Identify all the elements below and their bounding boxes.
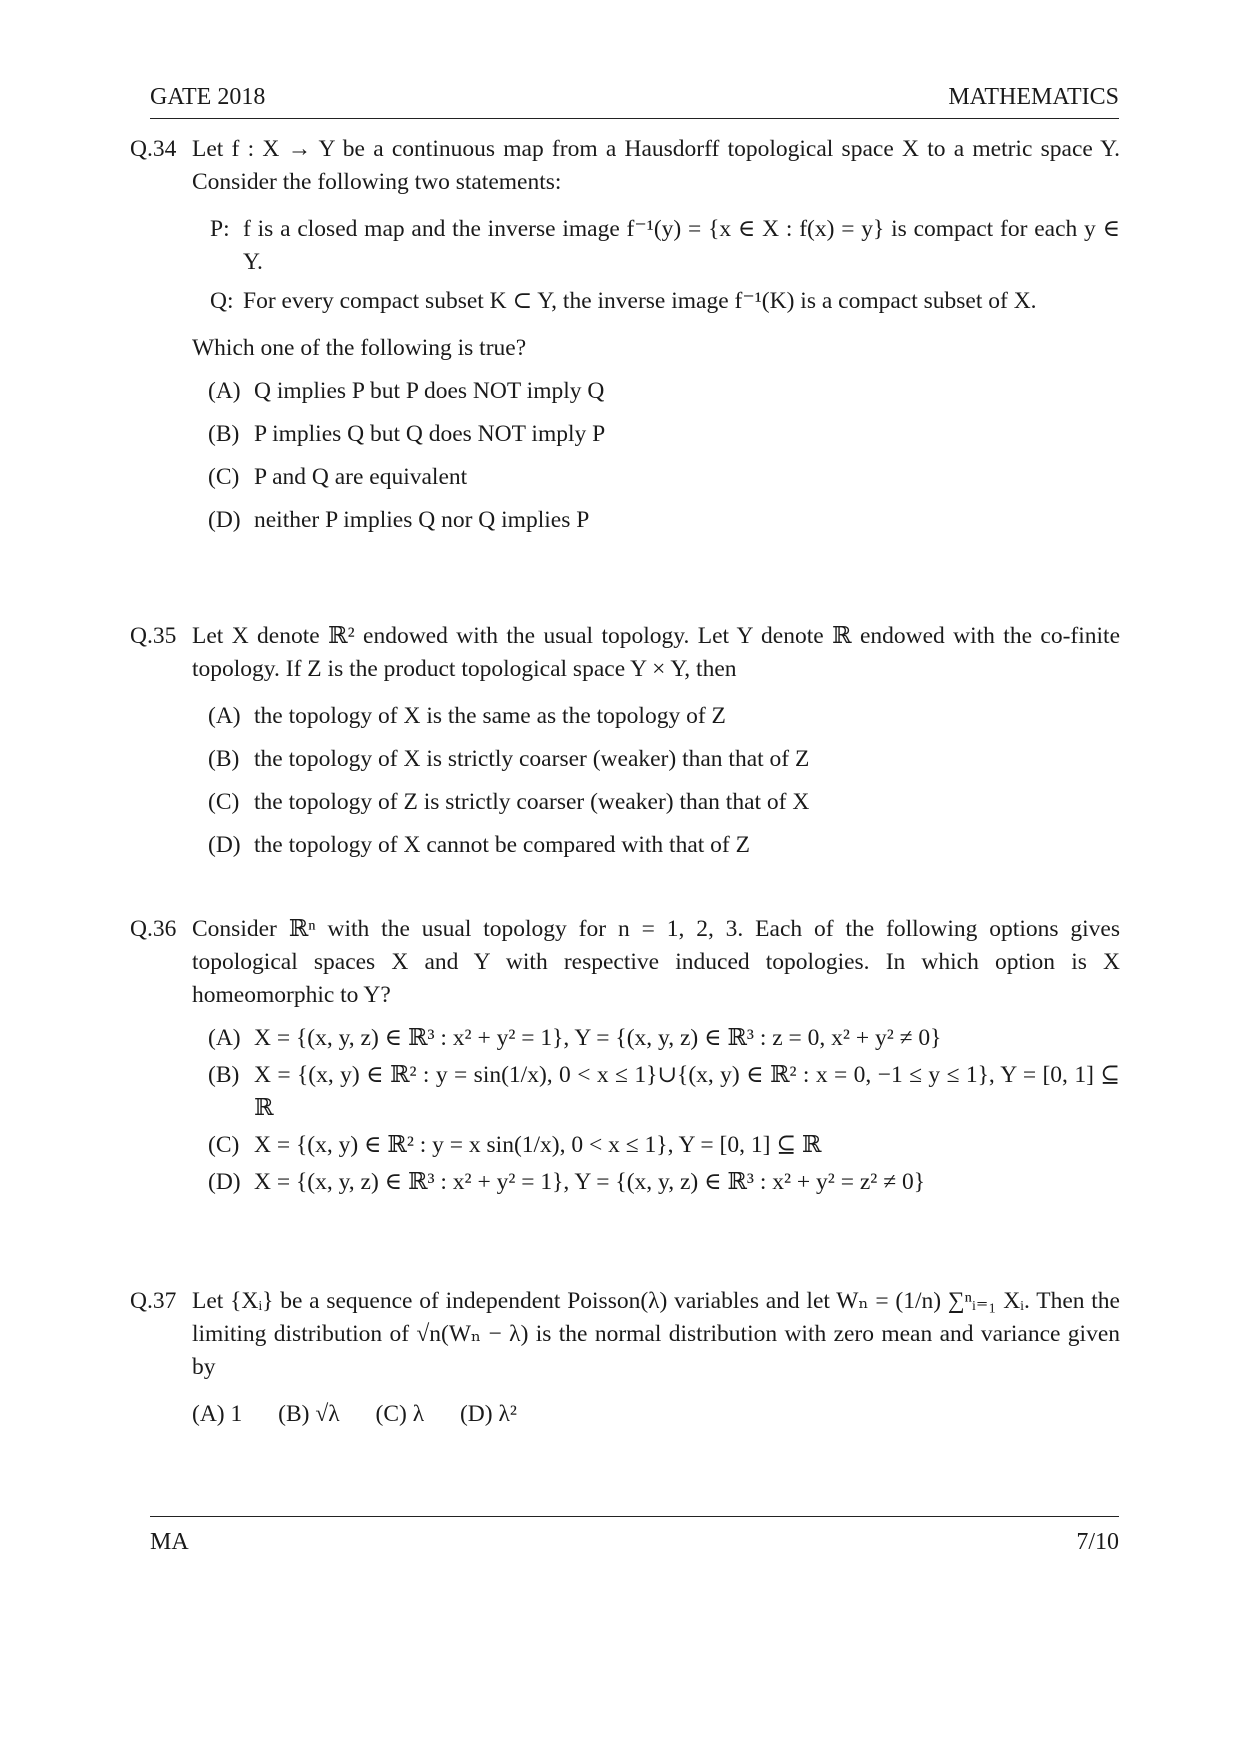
options-row — [192, 1398, 1120, 1431]
option-label: (D) — [208, 507, 241, 533]
question-number: Q.34 — [130, 136, 177, 162]
option-label: (C) — [208, 789, 240, 815]
header-subject: MATHEMATICS — [948, 84, 1119, 110]
option-text: λ² — [498, 1401, 517, 1427]
question-text: Consider ℝⁿ with the usual topology for n = 1, 2, 3. Each of the following options gives topological spaces X and Y with respective induced topologies. In which option is X homeomorphic to Y? — [192, 916, 1120, 1008]
header-exam-title: GATE 2018 — [150, 84, 266, 110]
option-label: (C) — [375, 1401, 407, 1427]
statement-text: For every compact subset K ⊂ Y, the inverse image f⁻¹(K) is a compact subset of X. — [243, 288, 1037, 314]
option-d[interactable] — [208, 1166, 1120, 1199]
question-number: Q.37 — [130, 1288, 177, 1314]
option-text: Q implies P but P does NOT imply Q — [254, 378, 605, 404]
option-c[interactable] — [208, 461, 1120, 494]
option-label: (B) — [208, 746, 240, 772]
option-label: (B) — [278, 1401, 310, 1427]
option-text: neither P implies Q nor Q implies P — [254, 507, 590, 533]
option-label: (D) — [208, 832, 241, 858]
question-text: Let {Xᵢ} be a sequence of independent Poisson(λ) variables and let Wₙ = (1/n) ∑ⁿᵢ₌₁ Xᵢ. Then the limiting distribution of √n(Wₙ − λ) is the normal distribution with zero mean and variance given by — [192, 1288, 1120, 1380]
option-a[interactable] — [208, 700, 1120, 733]
statement-label: P: — [210, 216, 230, 242]
statement-q — [210, 285, 1120, 318]
statement-p — [210, 213, 1120, 279]
option-text: √λ — [315, 1401, 340, 1427]
option-label: (C) — [208, 1132, 240, 1158]
option-text: the topology of X cannot be compared with that of Z — [254, 832, 750, 858]
option-text: X = {(x, y, z) ∈ ℝ³ : x² + y² = 1}, Y = {(x, y, z) ∈ ℝ³ : z = 0, x² + y² ≠ 0} — [254, 1025, 942, 1051]
option-text: the topology of X is the same as the topology of Z — [254, 703, 726, 729]
footer-paper-code: MA — [150, 1529, 189, 1555]
option-label: (C) — [208, 464, 240, 490]
option-text: P and Q are equivalent — [254, 464, 468, 490]
option-text: the topology of Z is strictly coarser (weaker) than that of X — [254, 789, 810, 815]
question-prompt: Which one of the following is true? — [192, 335, 527, 361]
page-header — [150, 84, 1119, 119]
option-a[interactable] — [192, 1401, 242, 1427]
option-text: X = {(x, y) ∈ ℝ² : y = sin(1/x), 0 < x ≤ 1}∪{(x, y) ∈ ℝ² : x = 0, −1 ≤ y ≤ 1}, Y = [0, 1] ⊆ ℝ — [254, 1062, 1120, 1121]
question-text: Let f : X → Y be a continuous map from a Hausdorff topological space X to a metric space Y. Consider the following two statements: — [192, 136, 1120, 195]
option-text: 1 — [230, 1401, 243, 1427]
option-b[interactable] — [208, 743, 1120, 776]
option-d[interactable] — [208, 829, 1120, 862]
option-text: X = {(x, y) ∈ ℝ² : y = x sin(1/x), 0 < x ≤ 1}, Y = [0, 1] ⊆ ℝ — [254, 1132, 822, 1158]
option-a[interactable] — [208, 1022, 1120, 1055]
option-text: P implies Q but Q does NOT imply P — [254, 421, 606, 447]
option-d[interactable] — [208, 504, 1120, 537]
option-label: (B) — [208, 421, 240, 447]
option-b[interactable] — [208, 418, 1120, 451]
statement-text: f is a closed map and the inverse image f⁻¹(y) = {x ∈ X : f(x) = y} is compact for each y ∈ Y. — [243, 216, 1120, 275]
option-label: (A) — [208, 378, 241, 404]
option-d[interactable] — [460, 1401, 517, 1427]
option-b[interactable] — [278, 1401, 340, 1427]
question-text: Let X denote ℝ² endowed with the usual topology. Let Y denote ℝ endowed with the co-finite topology. If Z is the product topological space Y × Y, then — [192, 623, 1120, 682]
question-number: Q.35 — [130, 623, 177, 649]
option-label: (D) — [459, 1401, 493, 1427]
page-footer — [150, 1516, 1119, 1555]
question-35 — [130, 620, 1120, 862]
question-37 — [130, 1285, 1120, 1431]
option-label: (A) — [192, 1401, 225, 1427]
page-number: 7/10 — [1076, 1529, 1119, 1555]
statement-label: Q: — [210, 288, 234, 314]
question-36 — [130, 913, 1120, 1199]
option-label: (A) — [208, 1025, 241, 1051]
option-a[interactable] — [208, 375, 1120, 408]
option-text: λ — [412, 1401, 425, 1427]
question-34 — [130, 133, 1120, 537]
option-b[interactable] — [208, 1059, 1120, 1125]
option-label: (D) — [208, 1169, 241, 1195]
option-label: (B) — [208, 1062, 240, 1088]
option-label: (A) — [208, 703, 241, 729]
option-c[interactable] — [376, 1401, 425, 1427]
option-c[interactable] — [208, 1129, 1120, 1162]
option-text: X = {(x, y, z) ∈ ℝ³ : x² + y² = 1}, Y = {(x, y, z) ∈ ℝ³ : x² + y² = z² ≠ 0} — [254, 1169, 926, 1195]
question-number: Q.36 — [130, 916, 177, 942]
option-text: the topology of X is strictly coarser (weaker) than that of Z — [254, 746, 810, 772]
option-c[interactable] — [208, 786, 1120, 819]
